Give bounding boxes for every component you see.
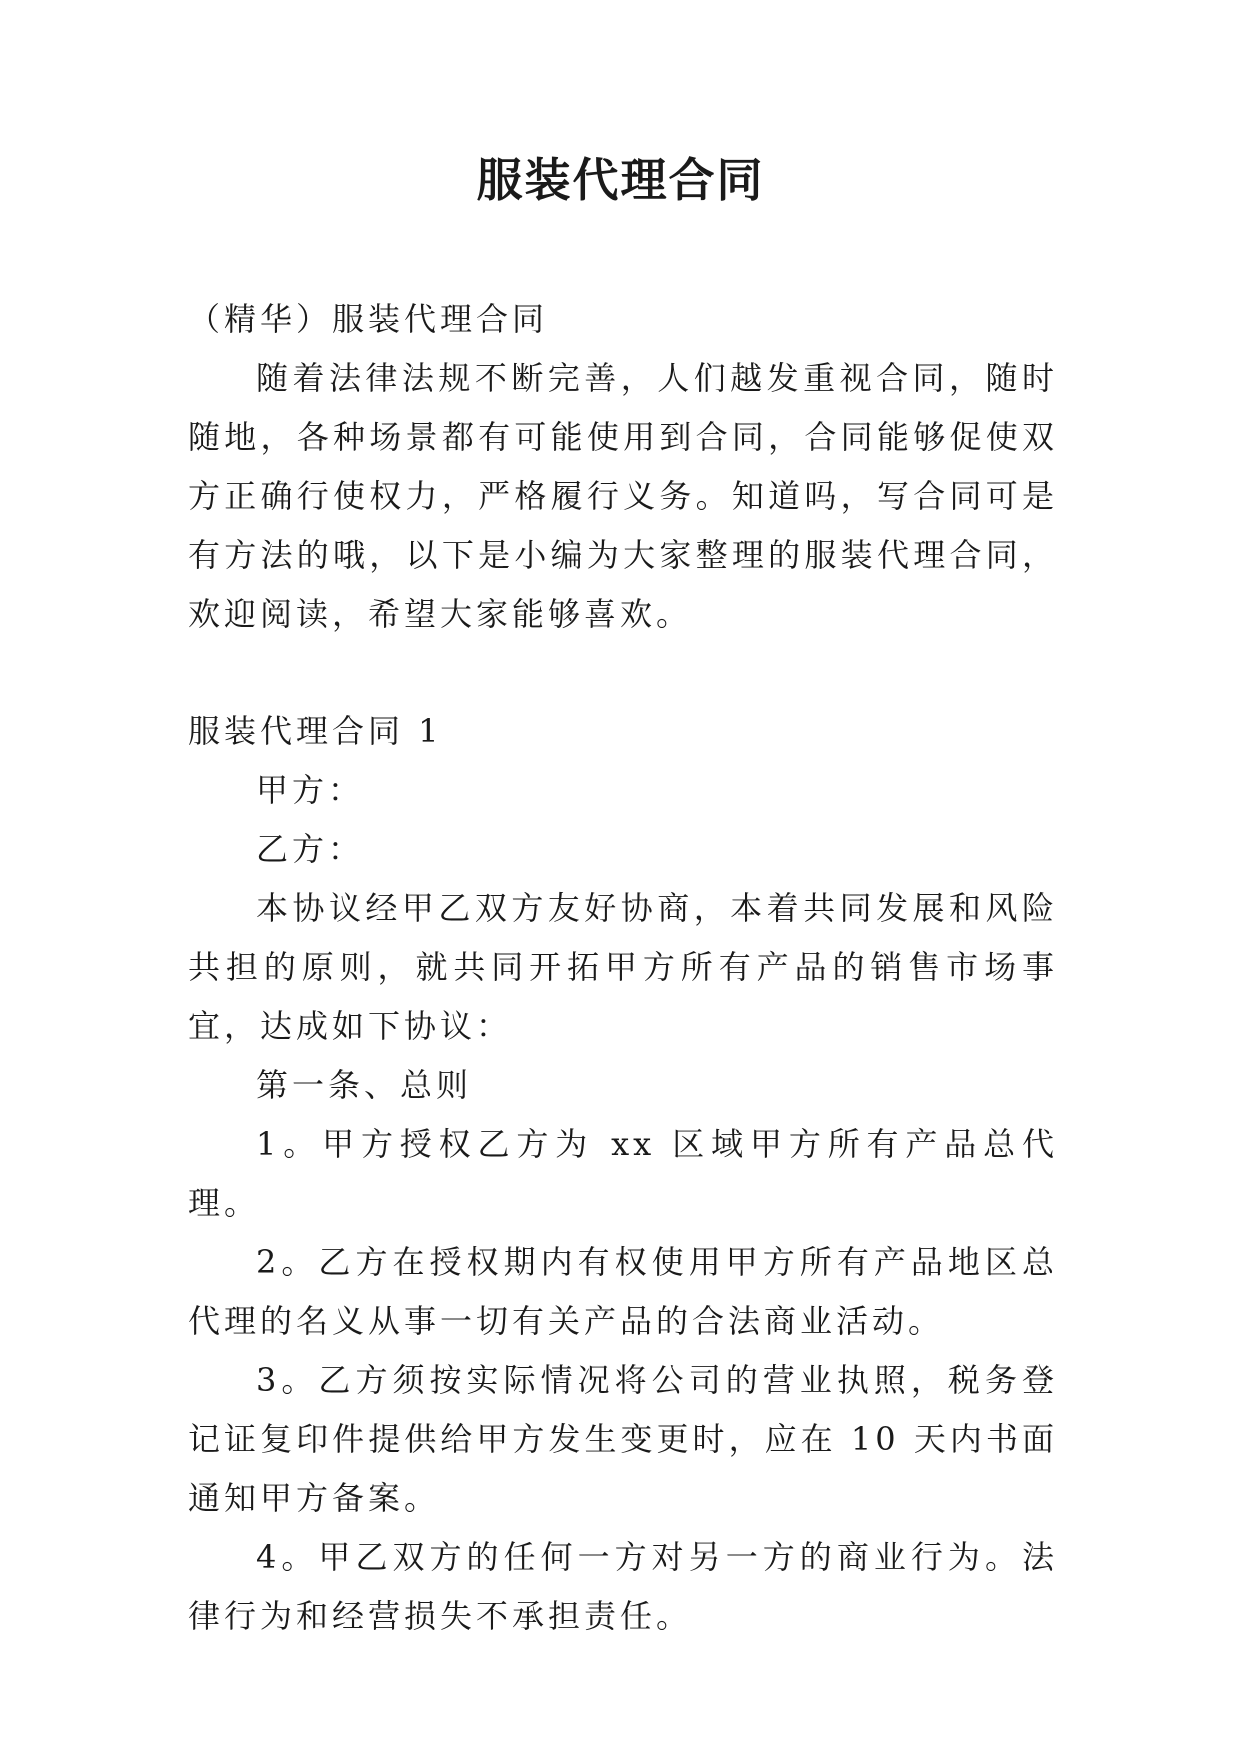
paragraph-spacer: [188, 644, 1058, 702]
party-a-line: 甲方：: [256, 771, 365, 809]
clause-3: 3。乙方须按实际情况将公司的营业执照，税务登记证复印件提供给甲方发生变更时，应在 10 天内书面通知甲方备案。: [188, 1361, 1058, 1517]
contract-heading: 服装代理合同 1: [188, 712, 443, 750]
clause-2: 2。乙方在授权期内有权使用甲方所有产品地区总代理的名义从事一切有关产品的合法商业活动。: [188, 1243, 1058, 1340]
clause-1: 1。甲方授权乙方为 xx 区域甲方所有产品总代理。: [188, 1125, 1058, 1222]
document-title: 服装代理合同: [476, 153, 765, 207]
clause-4: 4。甲乙双方的任何一方对另一方的商业行为。法律行为和经营损失不承担责任。: [188, 1538, 1058, 1635]
preamble-paragraph: 本协议经甲乙双方友好协商，本着共同发展和风险共担的原则，就共同开拓甲方所有产品的销售市场事宜，达成如下协议：: [188, 889, 1058, 1045]
party-b-line: 乙方：: [256, 830, 365, 868]
article-1-title: 第一条、总则: [256, 1066, 473, 1104]
document-body: [188, 290, 1058, 1646]
document-subtitle: （精华）服装代理合同: [188, 300, 549, 338]
intro-paragraph: 随着法律法规不断完善，人们越发重视合同，随时随地，各种场景都有可能使用到合同，合同能够促使双方正确行使权力，严格履行义务。知道吗，写合同可是有方法的哦，以下是小编为大家整理的服装代理合同，欢迎阅读，希望大家能够喜欢。: [188, 359, 1058, 633]
